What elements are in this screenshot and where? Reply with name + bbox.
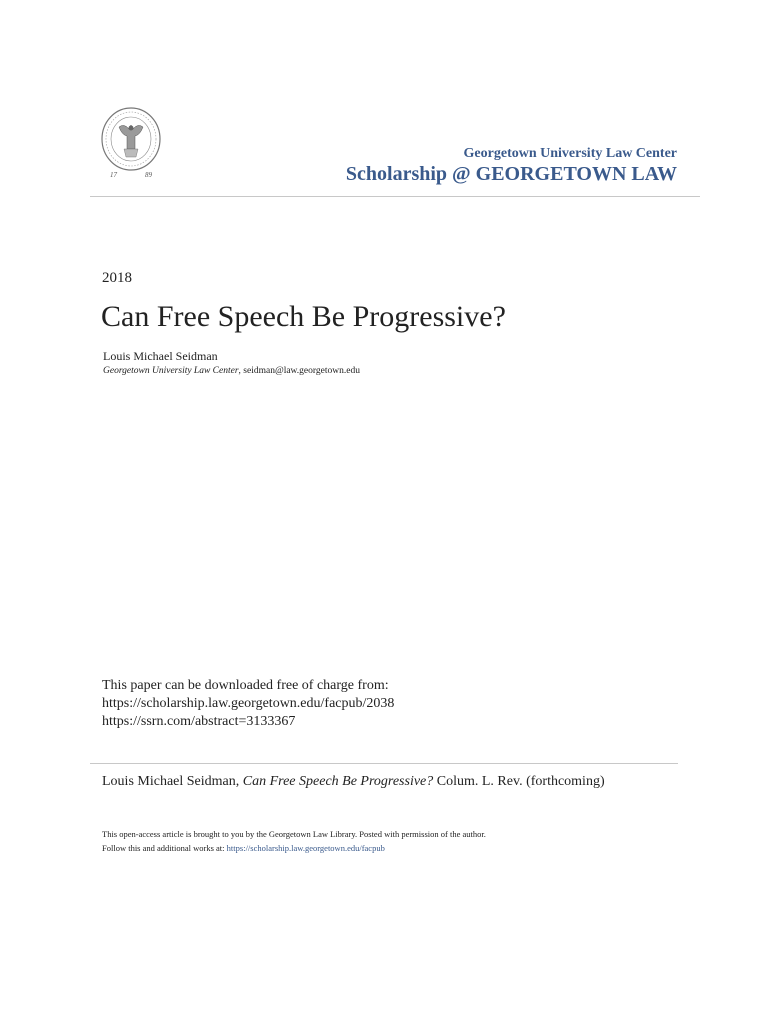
footer-line-2	[102, 841, 486, 855]
footer-facpub-link[interactable]: https://scholarship.law.georgetown.edu/facpub	[226, 843, 385, 853]
author-name: Louis Michael Seidman	[103, 349, 218, 363]
affiliation-institution: Georgetown University Law Center	[103, 366, 239, 376]
citation	[102, 774, 605, 790]
citation-author: Louis Michael Seidman,	[102, 774, 243, 789]
seal-year-left: 17	[110, 171, 117, 179]
citation-divider	[90, 763, 678, 764]
download-link-ssrn[interactable]: https://ssrn.com/abstract=3133367	[102, 714, 296, 729]
georgetown-seal-icon	[98, 105, 164, 181]
footer-line-1: This open-access article is brought to you by the Georgetown Law Library. Posted with permission of the author.	[102, 829, 486, 839]
seal-years	[98, 171, 164, 179]
institution-name: Georgetown University Law Center	[463, 146, 677, 161]
repository-name[interactable]: Scholarship @ GEORGETOWN LAW	[345, 163, 677, 185]
citation-title: Can Free Speech Be Progressive?	[242, 774, 434, 789]
affiliation-email: , seidman@law.georgetown.edu	[238, 366, 360, 376]
author-affiliation	[103, 366, 360, 376]
citation-source: Colum. L. Rev. (forthcoming)	[433, 774, 605, 789]
header-divider	[90, 196, 700, 197]
download-link-repository[interactable]: https://scholarship.law.georgetown.edu/facpub/2038	[102, 696, 395, 711]
seal-year-right: 89	[145, 171, 152, 179]
publication-year: 2018	[102, 270, 132, 286]
download-info	[102, 677, 394, 731]
paper-title: Can Free Speech Be Progressive?	[101, 300, 506, 333]
download-intro: This paper can be downloaded free of charge from:	[102, 678, 389, 693]
repository-header	[346, 145, 677, 186]
seal-graphic	[98, 105, 164, 181]
footer-notice	[102, 827, 486, 855]
footer-follow-text: Follow this and additional works at:	[102, 843, 227, 853]
